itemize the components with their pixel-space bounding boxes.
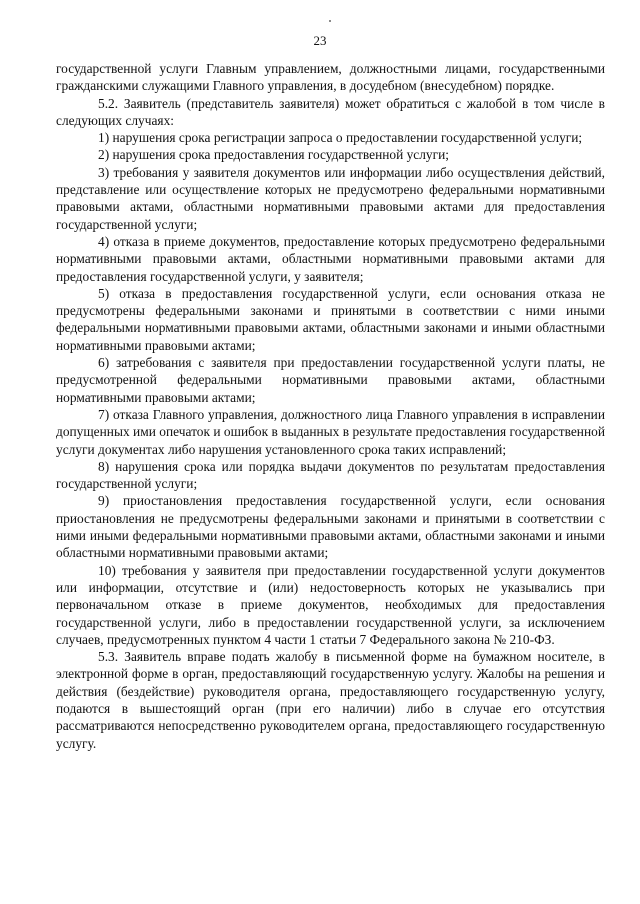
scan-speck (329, 20, 331, 22)
list-item-2: 2) нарушения срока предоставления государственной услуги; (98, 147, 450, 163)
list-item-8: 8) нарушения срока или порядка выдачи документов по результатам предоставления государственной услуги; (56, 458, 605, 492)
document-body (56, 60, 605, 752)
list-item-7: 7) отказа Главного управления, должностного лица Главного управления в исправлении допущенных ими опечаток и ошибок в выданных в результате предоставления государственной услуги документах либо нарушения установленного срока таких исправлений; (56, 406, 605, 457)
list-item-5: 5) отказа в предоставления государственной услуги, если основания отказа не предусмотрены федеральными законами и принятыми в соответствии с ними иными федеральными нормативными правовыми актами, областными законами и иными областными нормативными правовыми актами; (56, 285, 605, 353)
list-item-3: 3) требования у заявителя документов или информации либо осуществления действий, представление или осуществление которых не предусмотрено федеральными нормативными правовыми актами, областными нормативными правовыми актами для предоставления государственной услуги; (56, 164, 605, 232)
paragraph-continuation: государственной услуги Главным управлением, должностными лицами, государственными гражданскими служащими Главного управления, в досудебном (внесудебном) порядке. (56, 61, 605, 94)
list-item-9: 9) приостановления предоставления государственной услуги, если основания приостановления не предусмотрены федеральными законами и принятыми в соответствии с ними иными федеральными нормативными правовыми актами, областными законами и иными областными нормативными правовыми актами; (56, 493, 605, 561)
list-item-10: 10) требования у заявителя при предоставлении государственной услуги документов или информации, отсутствие и (или) недостоверность которых не указывались при первоначальном отказе в приеме документов, необходимых для предоставления государственной услуги, либо в предоставлении государственной услуги, за исключением случаев, предусмотренных пунктом 4 части 1 статьи 7 Федерального закона № 210-ФЗ. (56, 562, 605, 647)
paragraph-5-2: 5.2. Заявитель (представитель заявителя) может обратиться с жалобой в том числе в следующих случаях: (56, 95, 605, 128)
list-item-6: 6) затребования с заявителя при предоставлении государственной услуги платы, не предусмотренной федеральными нормативными правовыми актами, областными нормативными правовыми актами; (56, 355, 605, 405)
list-item-4: 4) отказа в приеме документов, предоставление которых предусмотрено федеральными нормативными правовыми актами, областными нормативными правовыми актами для предоставления государственной услуги, у заявителя; (56, 233, 605, 284)
paragraph-5-3: 5.3. Заявитель вправе подать жалобу в письменной форме на бумажном носителе, в электронной форме в орган, предоставляющий государственную услугу. Жалобы на решения и действия (бездействие) руководителя органа, предоставляющего государственную услугу, подаются в вышестоящий орган (при его наличии) либо в случае его отсутствия рассматриваются непосредственно руководителем органа, предоставляющего государственную услугу. (56, 649, 605, 751)
list-item-1: 1) нарушения срока регистрации запроса о предоставлении государственной услуги; (98, 130, 583, 146)
page-number: 23 (313, 33, 327, 48)
